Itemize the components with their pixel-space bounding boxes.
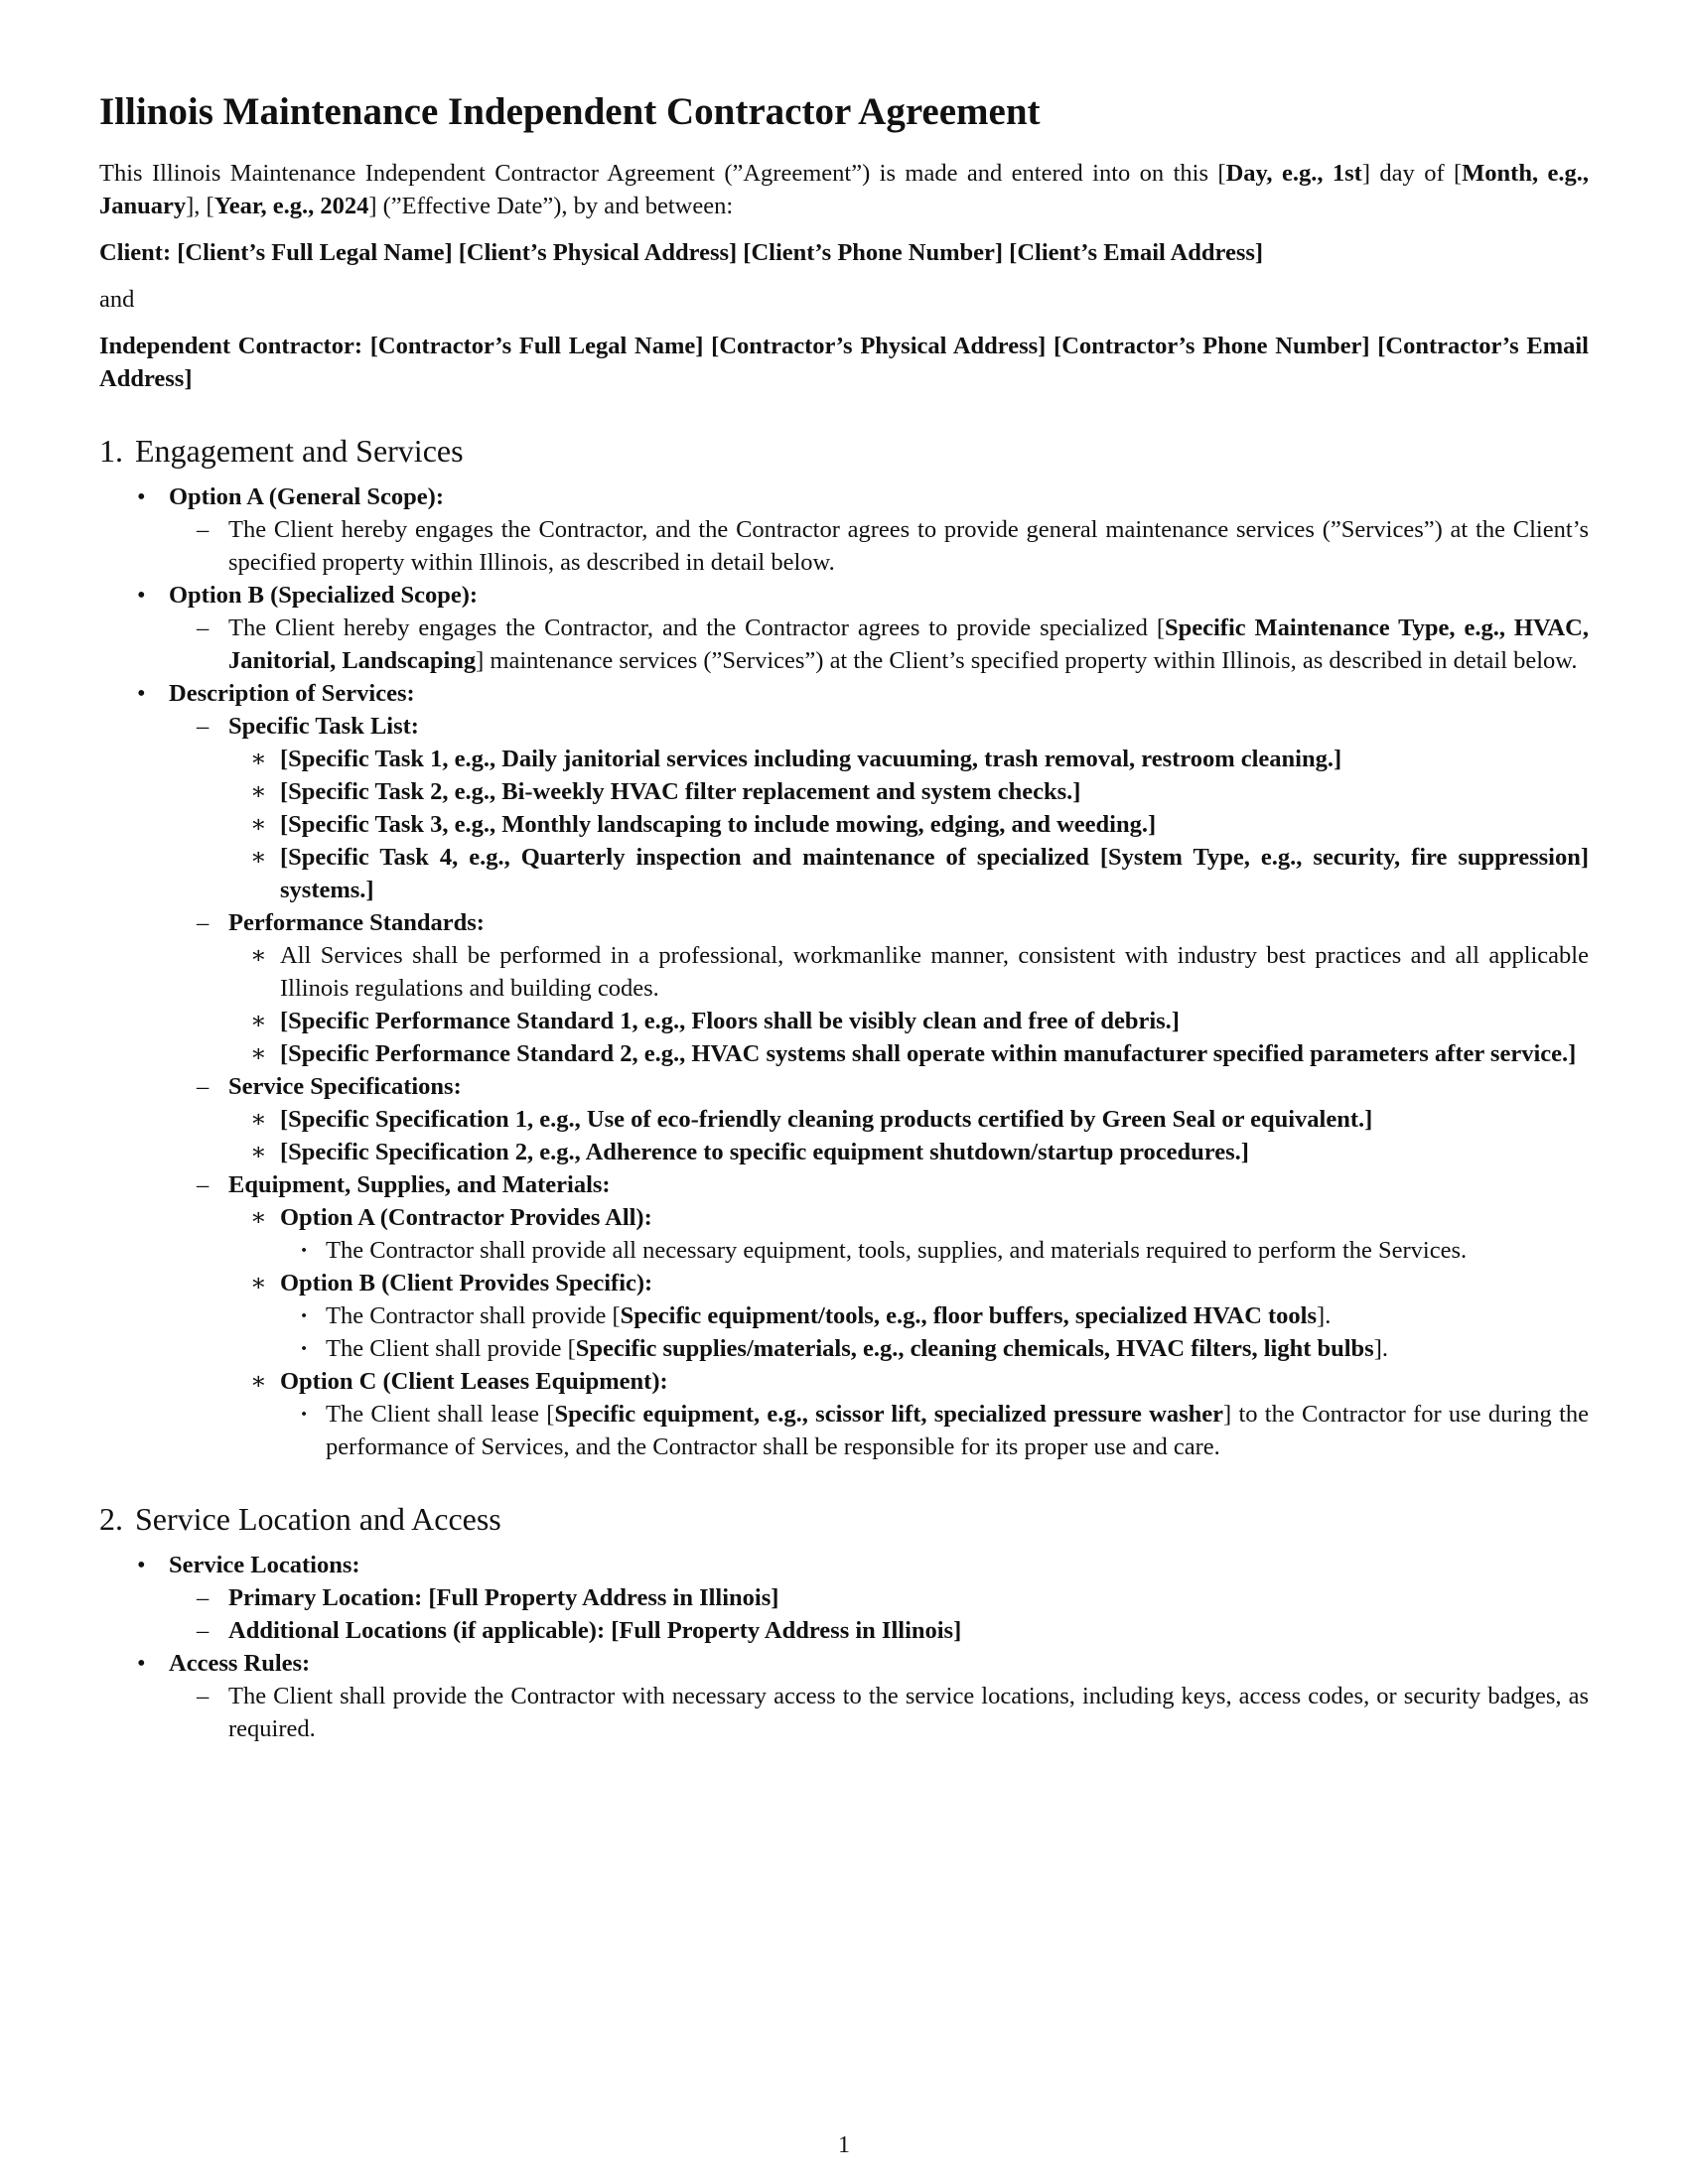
intro-paragraph (99, 157, 1589, 222)
equipment-option-c (228, 1365, 1589, 1463)
option-b-text (169, 612, 1589, 677)
intro-text-3: ], [ (186, 193, 214, 219)
leased-equipment-placeholder: Specific equipment, e.g., scissor lift, specialized pressure washer (554, 1401, 1224, 1428)
spec-1-text: [Specific Specification 1, e.g., Use of eco-friendly cleaning products certified by Green Seal or equivalent.] (280, 1106, 1373, 1133)
intro-text-1: This Illinois Maintenance Independent Contractor Agreement (”Agreement”) is made and entered into on this [ (99, 160, 1226, 187)
section-1-list (99, 480, 1589, 1463)
client-block (99, 236, 1589, 269)
task-3-text: [Specific Task 3, e.g., Monthly landscaping to include mowing, edging, and weeding.] (280, 811, 1157, 838)
option-b-contractor-text-2: ]. (1317, 1302, 1332, 1329)
intro-month-placeholder: Month, e.g., January (99, 160, 1589, 219)
equipment-option-a-label: Option A (Contractor Provides All): (280, 1204, 652, 1231)
client-label: Client: [Client’s Full Legal Name] [Client’s Physical Address] [Client’s Phone Number] [Client’s Email Address] (99, 239, 1264, 266)
option-b-contractor-text-1: The Contractor shall provide [ (326, 1302, 621, 1329)
and-text: and (99, 286, 135, 313)
option-b-client-text-1: The Client shall provide [ (326, 1335, 576, 1362)
performance-1-text: [Specific Performance Standard 1, e.g., Floors shall be visibly clean and free of debris.] (280, 1008, 1180, 1034)
primary-location-text: Primary Location: [Full Property Address in Illinois] (228, 1584, 779, 1611)
option-c-text-1: The Client shall lease [ (326, 1401, 555, 1428)
additional-locations-text: Additional Locations (if applicable): [Full Property Address in Illinois] (228, 1617, 962, 1644)
option-b-label: Option B (Specialized Scope): (169, 582, 479, 609)
spec-2-text: [Specific Specification 2, e.g., Adherence to specific equipment shutdown/startup procedures.] (280, 1139, 1249, 1165)
intro-text-4: ] (”Effective Date”), by and between: (368, 193, 734, 219)
maintenance-type-placeholder: Specific Maintenance Type, e.g., HVAC, Janitorial, Landscaping (228, 614, 1589, 674)
intro-day-placeholder: Day, e.g., 1st (1225, 160, 1362, 187)
document-title: Illinois Maintenance Independent Contractor Agreement (99, 90, 1041, 133)
performance-item (228, 1037, 1589, 1070)
task-list-label: Specific Task List: (228, 713, 419, 740)
service-locations-item (99, 1549, 1589, 1647)
equipment-option-b-client (280, 1332, 1589, 1365)
section-2-heading (99, 1499, 1589, 1539)
performance-item (228, 1005, 1589, 1037)
task-item (228, 743, 1589, 775)
access-rules-item (99, 1647, 1589, 1745)
performance-standards-item (169, 906, 1589, 1070)
task-item (228, 775, 1589, 808)
performance-2-text: [Specific Performance Standard 2, e.g., HVAC systems shall operate within manufacturer specified parameters after service.] (280, 1040, 1577, 1067)
option-b-item (99, 579, 1589, 677)
section-1-heading (99, 431, 1589, 471)
equipment-option-a (228, 1201, 1589, 1267)
contractor-block (99, 330, 1589, 395)
section-1-number: 1. (99, 433, 123, 469)
equipment-item (169, 1168, 1589, 1463)
option-a-label: Option A (General Scope): (169, 483, 444, 510)
option-b-text-1: The Client hereby engages the Contractor, and the Contractor agrees to provide specialized [ (228, 614, 1165, 641)
task-item (228, 808, 1589, 841)
option-a-text: – The Client hereby engages the Contractor, and the Contractor agrees to provide general maintenance services (”Services”) at the Client’s specified property within Illinois, as described in detail below. (169, 513, 1589, 579)
spec-item (228, 1136, 1589, 1168)
access-rules-text: – The Client shall provide the Contractor with necessary access to the service locations, including keys, access codes, or security badges, as required. (169, 1680, 1589, 1745)
service-specifications-item (169, 1070, 1589, 1168)
option-b-text-2: ] maintenance services (”Services”) at the Client’s specified property within Illinois, as described in detail below. (476, 647, 1578, 674)
equipment-label: Equipment, Supplies, and Materials: (228, 1171, 611, 1198)
intro-text-2: ] day of [ (1361, 160, 1463, 187)
equipment-option-c-label: Option C (Client Leases Equipment): (280, 1368, 668, 1395)
service-specifications-label: Service Specifications: (228, 1073, 462, 1100)
section-2-number: 2. (99, 1501, 123, 1537)
task-4-text: [Specific Task 4, e.g., Quarterly inspection and maintenance of specialized [System Type, e.g., security, fire suppression] systems.] (280, 844, 1589, 903)
access-rules-label: Access Rules: (169, 1650, 311, 1677)
additional-locations (169, 1614, 1589, 1647)
equipment-option-b-label: Option B (Client Provides Specific): (280, 1270, 653, 1297)
performance-standards-label: Performance Standards: (228, 909, 485, 936)
intro-year-placeholder: Year, e.g., 2024 (213, 193, 369, 219)
document-page (99, 79, 1589, 1745)
equipment-option-b-contractor (280, 1299, 1589, 1332)
task-1-text: [Specific Task 1, e.g., Daily janitorial services including vacuuming, trash removal, restroom cleaning.] (280, 746, 1342, 772)
description-label: Description of Services: (169, 680, 415, 707)
spec-item (228, 1103, 1589, 1136)
service-locations-label: Service Locations: (169, 1552, 360, 1578)
performance-general: ∗ All Services shall be performed in a professional, workmanlike manner, consistent with industry best practices and all applicable Illinois regulations and building codes. (228, 939, 1589, 1005)
equipment-option-c-text (280, 1398, 1589, 1463)
section-1-title: Engagement and Services (135, 433, 464, 469)
option-a-item (99, 480, 1589, 579)
description-item (99, 677, 1589, 1463)
equipment-option-b (228, 1267, 1589, 1365)
section-2-title: Service Location and Access (135, 1501, 501, 1537)
contractor-label: Independent Contractor: [Contractor’s Full Legal Name] [Contractor’s Physical Address] [Contractor’s Phone Number] [Contractor’s Email Address] (99, 333, 1589, 392)
equipment-option-a-text: · The Contractor shall provide all necessary equipment, tools, supplies, and materials required to perform the Services. (280, 1234, 1589, 1267)
primary-location (169, 1581, 1589, 1614)
task-2-text: [Specific Task 2, e.g., Bi-weekly HVAC filter replacement and system checks.] (280, 778, 1081, 805)
option-b-client-text-2: ]. (1373, 1335, 1389, 1362)
supplies-materials-placeholder: Specific supplies/materials, e.g., cleaning chemicals, HVAC filters, light bulbs (575, 1335, 1374, 1362)
page-number: 1 (838, 2132, 850, 2158)
option-c-text-2: ] to the Contractor for use during the performance of Services, and the Contractor shall be responsible for its proper use and care. (326, 1401, 1589, 1460)
task-item (228, 841, 1589, 906)
section-2-list (99, 1549, 1589, 1745)
task-list-item (169, 710, 1589, 906)
equipment-tools-placeholder: Specific equipment/tools, e.g., floor buffers, specialized HVAC tools (620, 1302, 1318, 1329)
